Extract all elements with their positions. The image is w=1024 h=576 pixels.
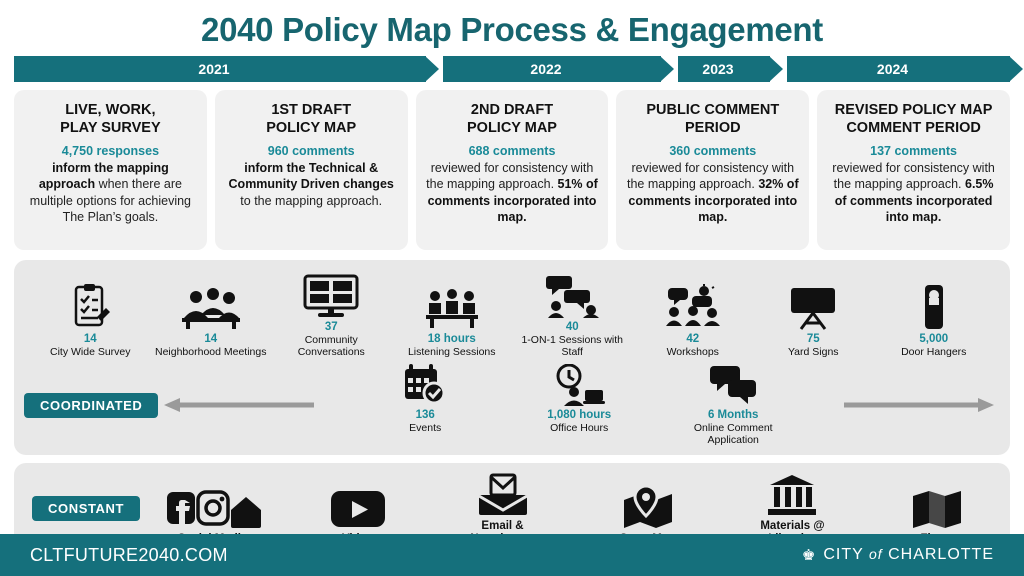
coordinated-item-label: Door Hangers: [901, 346, 967, 359]
coordinated-icon-row: [14, 270, 1010, 358]
coordinated-item-label: Listening Sessions: [407, 346, 496, 359]
email-newsletter-icon: [443, 471, 563, 517]
card-body: [827, 143, 1000, 226]
card-heading: 1ST DRAFT POLICY MAP: [266, 102, 357, 136]
coordinated-band: [14, 260, 1010, 454]
coordinated-item-door-hangers: [874, 282, 995, 358]
page-title: 2040 Policy Map Process & Engagement: [201, 11, 823, 48]
card-rest-1: reviewed for consistency with the mapping approach.: [832, 160, 995, 192]
coordinated-item-label: Community Conversations: [297, 334, 365, 359]
card-heading: 2ND DRAFT POLICY MAP: [467, 102, 557, 136]
video-conversation-icon: [273, 270, 390, 318]
library-materials-icon: [732, 471, 852, 517]
timeline-segment-2021: [14, 56, 426, 82]
video-play-icon: [298, 484, 418, 530]
coordinated-item-count: 42: [686, 333, 700, 346]
coordinated-item-count: 5,000: [919, 333, 949, 346]
coordinated-item-workshops: [633, 282, 754, 358]
card-body: [24, 143, 197, 226]
arrow-left: [164, 397, 314, 413]
card-heading: LIVE, WORK, PLAY SURVEY: [60, 102, 161, 136]
story-map-icon: [588, 484, 708, 530]
card-highlight: 960 comments: [267, 144, 355, 159]
coordinated-item-count: 1,080 hours: [547, 409, 612, 422]
card-bold-2: 51% of comments incorporated into map.: [427, 177, 598, 225]
coordinated-item-label: Neighborhood Meetings: [155, 346, 267, 359]
coordinated-item-listening-sessions: [392, 282, 513, 358]
arrow-right: [844, 397, 994, 413]
card-revised-policy-map-comment-period: [817, 90, 1010, 250]
constant-item-label: Materials @: [760, 519, 825, 532]
office-hours-icon: [514, 364, 644, 406]
constant-pill: CONSTANT: [32, 496, 140, 521]
coordinated-item-count: 18 hours: [427, 333, 476, 346]
card-bold-2: 6.5% of comments incorporated into map.: [834, 177, 994, 225]
coordinated-item-label: Online Comment Application: [693, 422, 773, 447]
card-rest-1: reviewed for consistency with the mapping approach.: [626, 160, 795, 192]
card-highlight: 688 comments: [468, 144, 556, 159]
brand-city: CITY: [823, 546, 864, 563]
coordinated-item-one-on-one-sessions: [512, 270, 633, 358]
timeline-bar: [14, 56, 1010, 82]
survey-clipboard-icon: [32, 282, 149, 330]
process-cards: [14, 90, 1010, 250]
card-body: [225, 143, 398, 209]
coordinated-item-city-wide-survey: [30, 282, 151, 358]
coordinated-item-label: Yard Signs: [787, 346, 839, 359]
coordinated-item-label: 1-ON-1 Sessions with Staff: [521, 334, 624, 359]
card-highlight: 360 comments: [669, 144, 757, 159]
coordinated-item-count: 75: [806, 333, 820, 346]
social-media-icon: [153, 484, 273, 530]
calendar-check-icon: [360, 364, 490, 406]
coordinated-item-yard-signs: [753, 282, 874, 358]
timeline-label: 2021: [198, 61, 230, 78]
timeline-segment-2023: [678, 56, 770, 82]
card-live-work-play-survey: [14, 90, 207, 250]
door-hanger-icon: [876, 282, 993, 330]
coordinated-item-online-comment-application: [668, 364, 798, 446]
one-on-one-icon: [514, 270, 631, 318]
website-url[interactable]: CLTFUTURE2040.COM: [30, 544, 228, 565]
constant-item-label: Email &: [481, 519, 524, 532]
coordinated-item-events: [360, 364, 490, 446]
timeline-segment-2024: [787, 56, 1010, 82]
card-bold-1: inform the mapping approach: [38, 160, 169, 192]
card-bold-2: 32% of comments incorporated into map.: [628, 177, 799, 225]
coordinated-item-count: 14: [204, 333, 218, 346]
listening-session-icon: [394, 282, 511, 330]
coordinated-item-count: 40: [565, 321, 579, 334]
coordinated-item-count: 14: [83, 333, 97, 346]
brand-charlotte: CHARLOTTE: [888, 546, 994, 563]
workshop-icon: [635, 282, 752, 330]
footer-bar: [0, 534, 1024, 576]
coordinated-item-label: City Wide Survey: [49, 346, 131, 359]
card-highlight: 4,750 responses: [61, 144, 160, 159]
coordinated-row: [14, 364, 1010, 446]
card-public-comment-period: [616, 90, 809, 250]
coordinated-item-office-hours: [514, 364, 644, 446]
coordinated-item-label: Events: [409, 422, 442, 435]
coordinated-item-community-conversations: [271, 270, 392, 358]
coordinated-item-label: Office Hours: [550, 422, 609, 435]
card-second-draft-policy-map: [416, 90, 609, 250]
timeline-label: 2023: [702, 61, 734, 78]
timeline-label: 2022: [530, 61, 562, 78]
coordinated-item-count: 37: [324, 321, 338, 334]
brand-text: [823, 546, 994, 564]
timeline-segment-2022: [443, 56, 661, 82]
card-rest-1: to the mapping approach.: [240, 193, 383, 208]
card-heading: REVISED POLICY MAP COMMENT PERIOD: [834, 102, 993, 136]
coordinated-item-count: 6 Months: [707, 409, 759, 422]
card-body: [626, 143, 799, 226]
yard-sign-icon: [755, 282, 872, 330]
card-bold-1: inform the Technical & Community Driven changes: [228, 160, 394, 192]
card-rest-1: when there are multiple options for achieving The Plan’s goals.: [29, 177, 191, 225]
card-rest-1: reviewed for consistency with the mapping approach.: [426, 160, 594, 192]
coordinated-item-label: Workshops: [666, 346, 719, 359]
crown-icon: ♚: [801, 547, 816, 564]
card-heading: PUBLIC COMMENT PERIOD: [646, 102, 780, 136]
flyers-icon: [877, 484, 997, 530]
coordinated-item-count: 136: [415, 409, 435, 422]
online-comment-icon: [668, 364, 798, 406]
city-of-charlotte-logo: [802, 546, 994, 564]
coordinated-mid-items: [320, 364, 838, 446]
card-highlight: 137 comments: [870, 144, 958, 159]
timeline-label: 2024: [876, 61, 909, 78]
coordinated-pill: COORDINATED: [24, 393, 158, 418]
coordinated-item-neighborhood-meetings: [151, 282, 272, 358]
brand-of: of: [868, 546, 883, 562]
card-first-draft-policy-map: [215, 90, 408, 250]
card-body: [426, 143, 599, 226]
meeting-people-icon: [153, 282, 270, 330]
